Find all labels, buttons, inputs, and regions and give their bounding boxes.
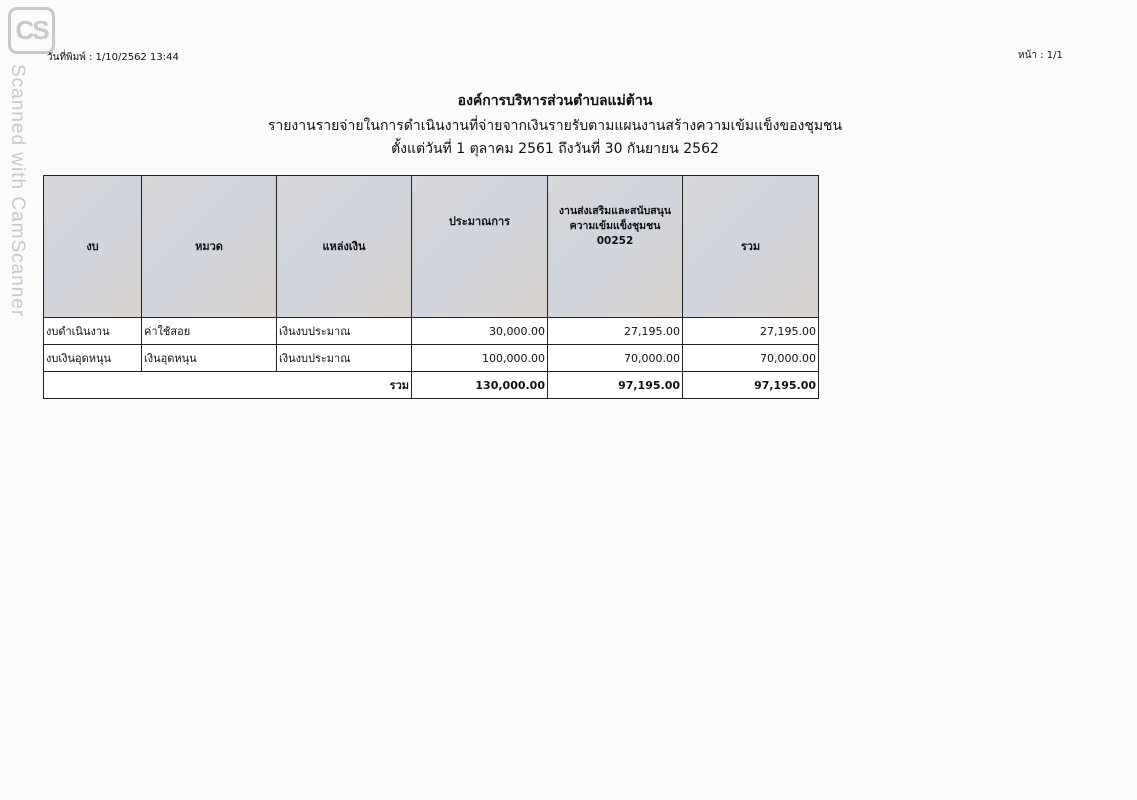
table-row [44,345,819,372]
table-row [44,318,819,345]
organization-title: องค์การบริหารส่วนตำบลแม่ต้าน [457,93,653,109]
table-header-row [44,176,819,318]
column-header-fund-source: แหล่งเงิน [277,176,412,318]
cell-budget: งบเงินอุดหนุน [44,345,142,372]
page-number: หน้า : 1/1 [1018,50,1063,61]
print-date: วันที่พิมพ์ : 1/10/2562 13:44 [47,52,179,63]
total-program: 97,195.00 [548,372,683,399]
column-header-category: หมวด [142,176,277,318]
cell-program: 70,000.00 [548,345,683,372]
cell-fund-source: เงินงบประมาณ [277,345,412,372]
total-label: รวม [44,372,412,399]
column-header-program: งานส่งเสริมและสนับสนุนความเข้มแข็งชุมชน 00252 [548,176,683,318]
cell-estimate: 30,000.00 [412,318,548,345]
cell-category: ค่าใช้สอย [142,318,277,345]
table-total-row [44,372,819,399]
cell-category: เงินอุดหนุน [142,345,277,372]
column-header-estimate: ประมาณการ [412,176,548,318]
cell-estimate: 100,000.00 [412,345,548,372]
cell-budget: งบดำเนินงาน [44,318,142,345]
expenditure-table [43,175,819,399]
camscanner-logo: CS [8,7,55,54]
cell-fund-source: เงินงบประมาณ [277,318,412,345]
report-period: ตั้งแต่วันที่ 1 ตุลาคม 2561 ถึงวันที่ 30 กันยายน 2562 [391,141,719,157]
total-sum: 97,195.00 [683,372,819,399]
cell-program: 27,195.00 [548,318,683,345]
report-title: รายงานรายจ่ายในการดำเนินงานที่จ่ายจากเงินรายรับตามแผนงานสร้างความเข้มแข็งของชุมชน [267,118,843,134]
total-estimate: 130,000.00 [412,372,548,399]
column-header-budget: งบ [44,176,142,318]
cell-total: 70,000.00 [683,345,819,372]
column-header-total: รวม [683,176,819,318]
cell-total: 27,195.00 [683,318,819,345]
scanner-watermark: Scanned with CamScanner [7,64,28,318]
